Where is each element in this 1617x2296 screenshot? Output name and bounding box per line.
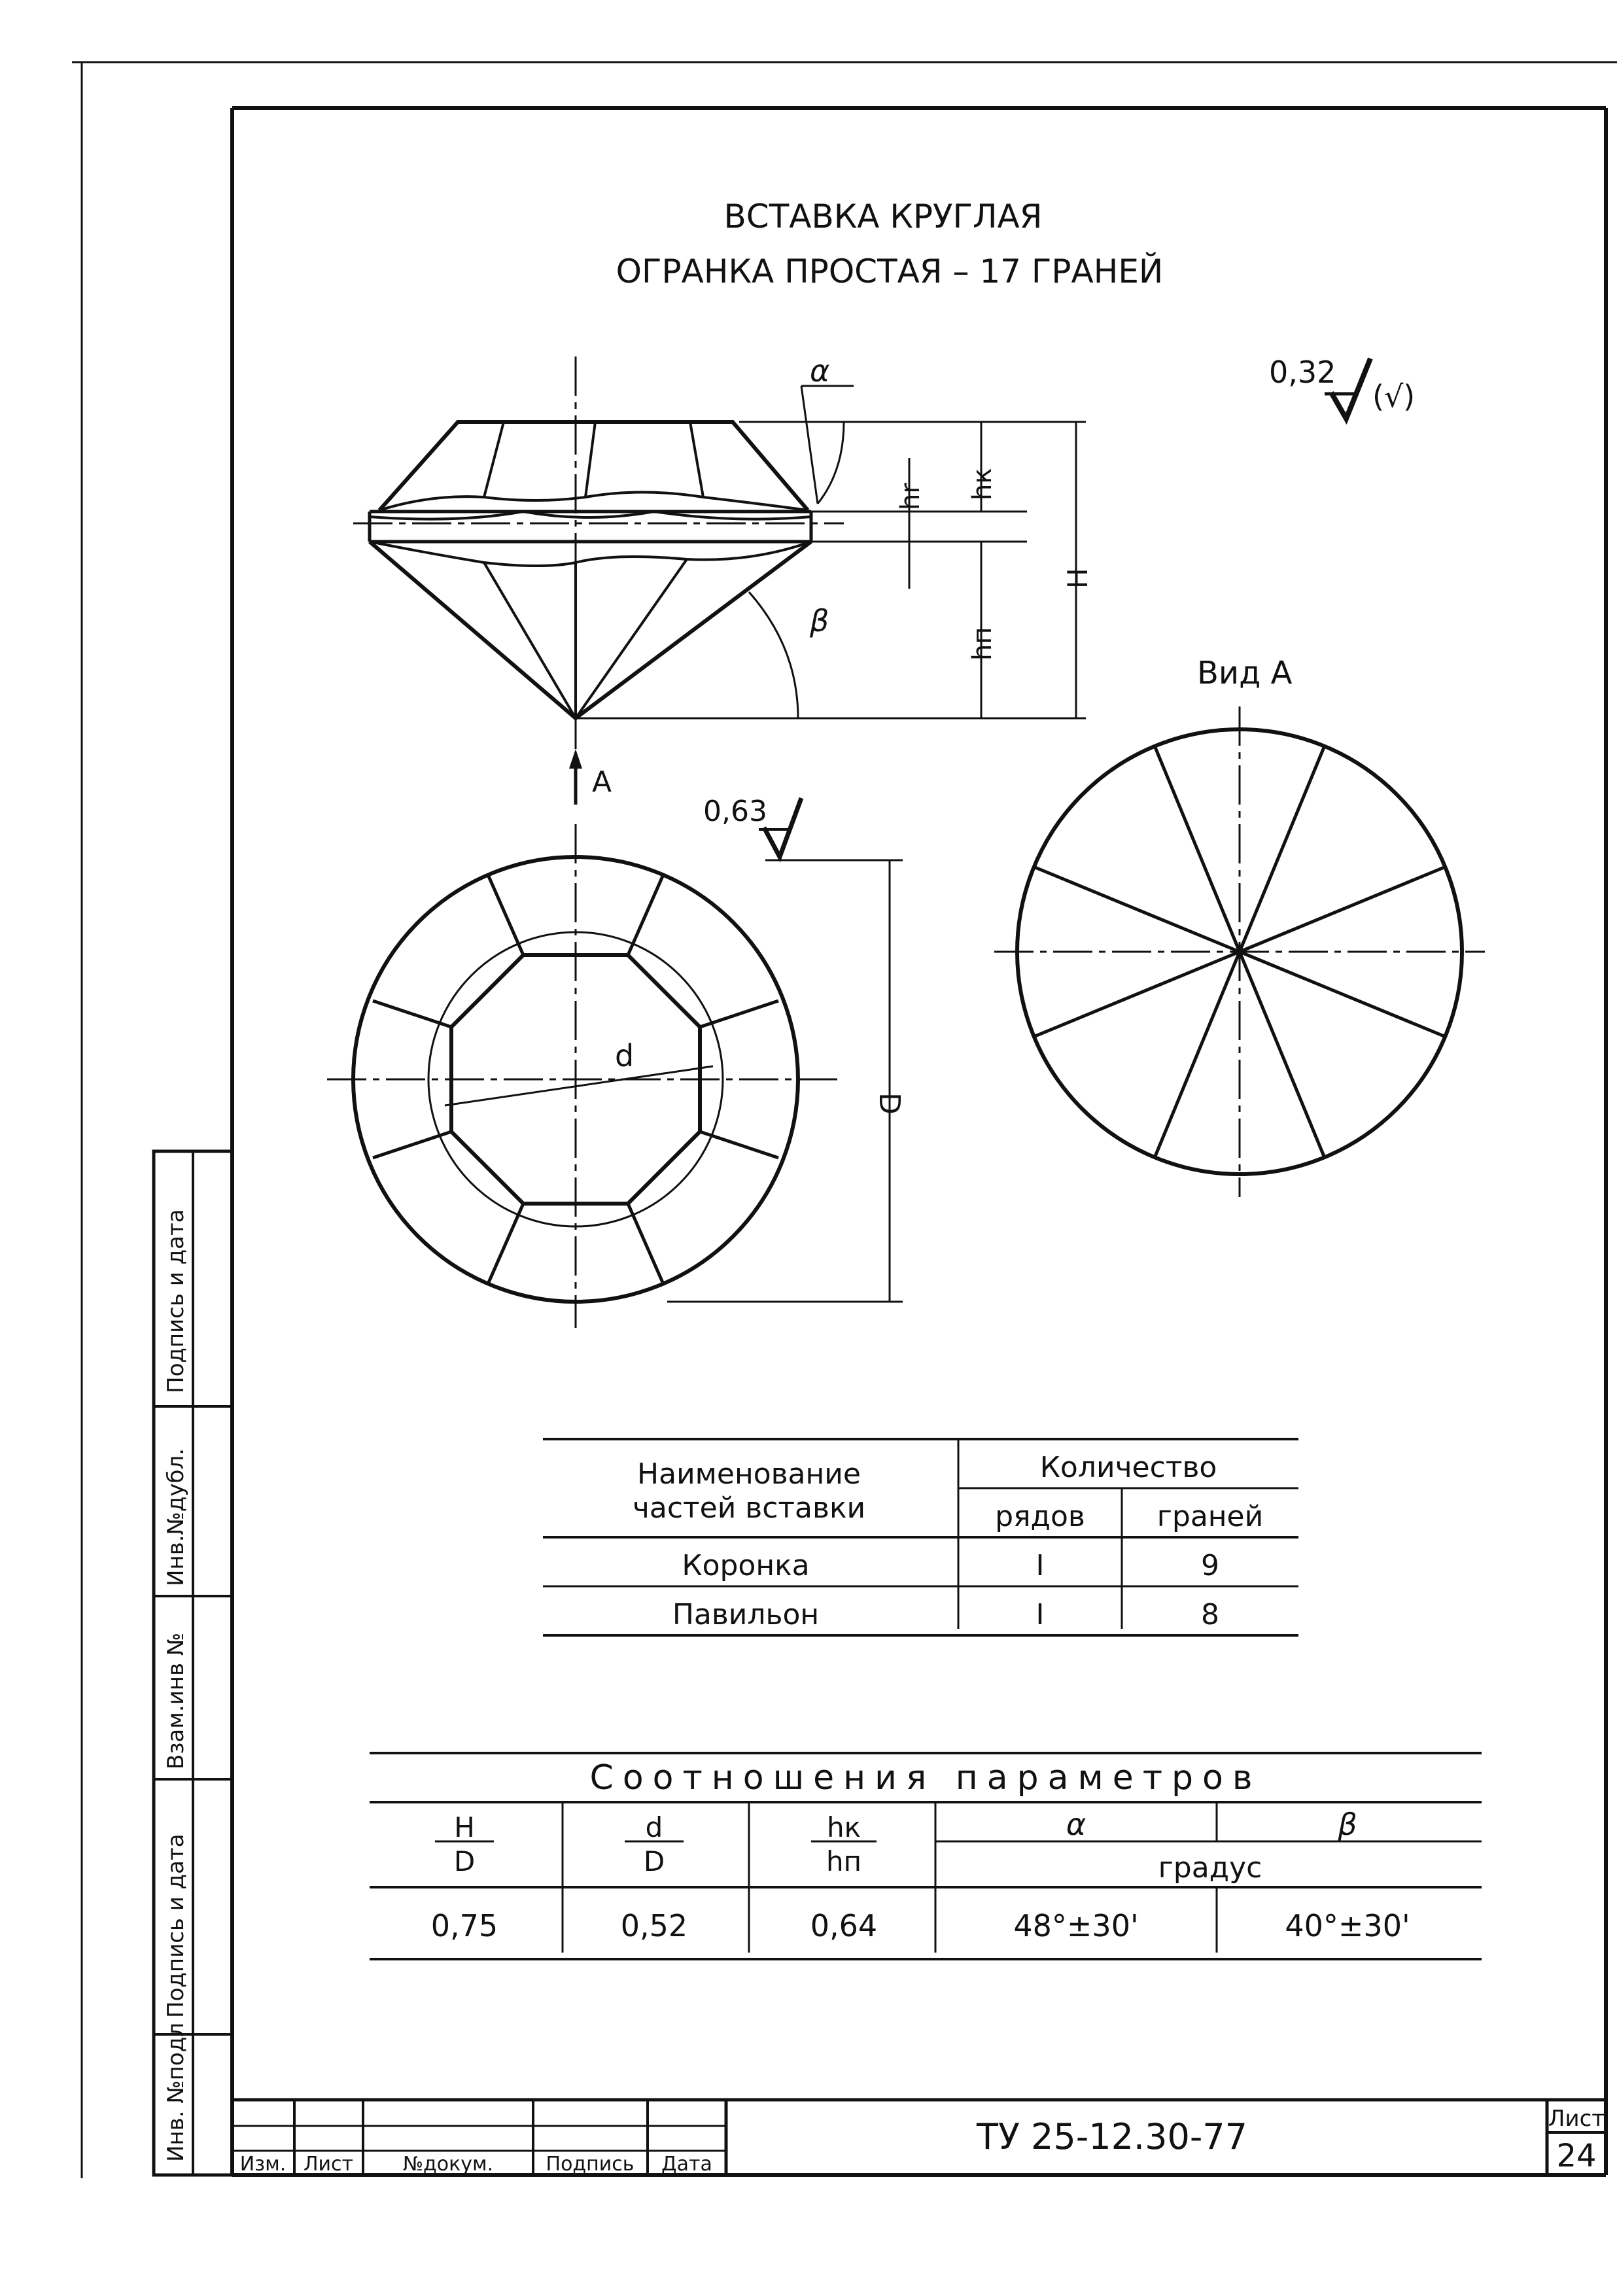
stamp-signature-date-2: Подпись и дата: [163, 1209, 189, 1393]
ratio-value: 0,64: [810, 1908, 878, 1943]
frame: [232, 108, 1606, 2175]
tb-col-list: Лист: [303, 2153, 354, 2176]
dim-hr: hr: [895, 483, 926, 510]
ratio-h5: β: [1338, 1807, 1357, 1842]
ratio-h1-den: D: [453, 1845, 476, 1877]
ratio-value: 40°±30': [1285, 1908, 1410, 1943]
ratio-value: 0,75: [430, 1908, 498, 1943]
stamp-inv-dubl: Инв.№дубл.: [163, 1448, 189, 1586]
ratio-h1-num: H: [454, 1811, 475, 1843]
ratio-h4: α: [1066, 1807, 1087, 1842]
parts-row-faces: 9: [1201, 1549, 1219, 1582]
stamp-vzam-inv: Взам.инв №: [163, 1632, 189, 1769]
ratios-title: Соотношения параметров: [589, 1758, 1262, 1798]
ratio-unit: градус: [1158, 1851, 1262, 1885]
roughness-check-icon: [1331, 358, 1370, 419]
ratio-h3-den: hп: [826, 1845, 862, 1877]
ratio-h2-den: D: [643, 1845, 665, 1877]
roughness-main: [1269, 355, 1415, 419]
tb-col-izm: Изм.: [239, 2153, 287, 2176]
dim-alpha: α: [810, 353, 830, 389]
parts-header-name-1: Наименование: [637, 1457, 861, 1491]
view-A: [994, 706, 1485, 1197]
tb-sheet-label: Лист: [1548, 2106, 1605, 2132]
ratio-value: 48°±30': [1013, 1908, 1139, 1943]
title-line-1: ВСТАВКА КРУГЛАЯ: [723, 198, 1043, 235]
arrow-A-label: A: [592, 765, 612, 799]
parts-row-rows: I: [1035, 1598, 1045, 1631]
parts-header-qty: Количество: [1039, 1451, 1217, 1484]
roughness-main-suffix: (√): [1372, 379, 1416, 414]
ratio-h3-num: hк: [827, 1811, 861, 1843]
view-A-label: Вид А: [1197, 655, 1293, 691]
stamp-signature-date-1: Подпись и дата: [163, 1834, 189, 2018]
dim-d: d: [615, 1038, 635, 1073]
roughness-secondary-value: 0,63: [703, 795, 767, 828]
tb-col-date: Дата: [661, 2153, 712, 2176]
parts-row-rows: I: [1035, 1549, 1045, 1582]
tb-doc-number: ТУ 25-12.30-77: [976, 2116, 1248, 2157]
parts-header-name-2: частей вставки: [632, 1491, 866, 1525]
dim-H: H: [1062, 568, 1094, 589]
tb-col-signature: Подпись: [546, 2153, 635, 2176]
profile-view: [353, 357, 1086, 778]
parts-row-name: Павильон: [672, 1598, 820, 1631]
roughness-main-value: 0,32: [1269, 355, 1336, 390]
top-view: [327, 824, 903, 1328]
dim-hk: hк: [967, 468, 998, 500]
dim-beta: β: [810, 603, 829, 638]
roughness-secondary: [703, 795, 801, 857]
tb-sheet-number: 24: [1556, 2138, 1597, 2174]
parts-row-faces: 8: [1201, 1598, 1219, 1631]
title-line-2: ОГРАНКА ПРОСТАЯ – 17 ГРАНЕЙ: [616, 252, 1164, 290]
side-stamp-column: [154, 1151, 232, 2175]
parts-header-faces: граней: [1156, 1500, 1264, 1533]
ratio-h2-num: d: [645, 1811, 663, 1843]
stamp-inv-podl: Инв. №подл: [163, 2023, 189, 2162]
tb-col-doc: №докум.: [402, 2153, 494, 2176]
dim-D: D: [873, 1092, 906, 1115]
parts-row-name: Коронка: [682, 1549, 810, 1582]
parts-header-rows: рядов: [995, 1500, 1085, 1533]
arrow-A: [569, 749, 612, 805]
dim-hp: hп: [967, 627, 998, 661]
roughness-check-icon-2: [764, 798, 801, 857]
ratio-value: 0,52: [620, 1908, 688, 1943]
arrow-up-icon: [569, 749, 582, 769]
